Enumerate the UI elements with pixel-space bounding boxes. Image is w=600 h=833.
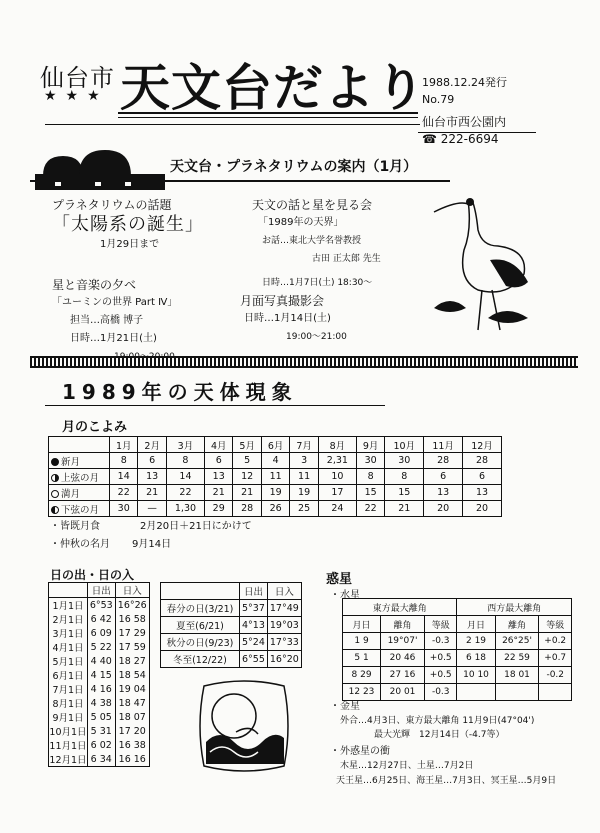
table-row [343,633,572,650]
cell: 14 [110,469,138,485]
cell: 18 01 [495,667,539,684]
outer-planets-label: ・外惑星の衝 [330,746,390,757]
table-header-row [49,583,150,598]
outer-line: 木星…12月27日、土星…7月2日 [340,761,474,771]
newsletter-title: 天文台だより [120,59,426,117]
event-date: 1月29日まで [100,239,160,250]
cell: 6 [424,469,463,485]
phenomena-title: 1989年の天体現象 [62,380,298,404]
cell: 17 [318,485,356,501]
cell: 17°49 [267,600,301,617]
cell: 28 [424,453,463,469]
cell: 13 [463,485,502,501]
cell: -0.3 [424,684,457,701]
row-label [49,501,110,517]
cell: 21 [385,501,424,517]
cell: 7月1日 [49,682,88,696]
moon-calendar-title: 月のこよみ [62,420,128,435]
moon-calendar-table [48,436,502,517]
cell: 18 27 [115,654,149,668]
cell: 19°07' [381,633,425,650]
cell: +0.5 [424,650,457,667]
note-eclipse: ・皆既月食 2月20日＋21日にかけて [50,521,252,532]
cell: 22 [356,501,384,517]
cell: 1 9 [343,633,381,650]
event-subtitle: 「ユーミンの世界 Part Ⅳ」 [52,297,178,308]
cell: 19°03 [267,617,301,634]
cell: 20 [424,501,463,517]
cell: 1,30 [166,501,204,517]
table-row [49,668,150,682]
month-header: 7月 [290,437,318,453]
table-row [49,598,150,613]
cell: 8 [166,453,204,469]
cell: 6 42 [88,612,116,626]
cell: 19 [290,485,318,501]
table-row [49,710,150,724]
month-header: 3月 [166,437,204,453]
cell: 18 47 [115,696,149,710]
cell: 13 [424,485,463,501]
cell: 5°37 [240,600,268,617]
cell [457,684,495,701]
event-heading: 星と音楽の夕べ [52,278,137,292]
cell: 11月1日 [49,738,88,752]
table-row [343,650,572,667]
full-moon-icon [51,490,59,498]
cell: 6 [138,453,166,469]
event-date: 日時…1月21日(土) [70,333,157,344]
header-separator [45,124,420,125]
cell: 8 [356,469,384,485]
table-header-row [343,616,572,633]
cell: 17 59 [115,640,149,654]
col-header: 離角 [381,616,425,633]
new-moon-icon [51,458,59,466]
cell: 5月1日 [49,654,88,668]
cell: 6月1日 [49,668,88,682]
issue-number: No.79 [422,93,455,106]
corner-cell [161,583,240,600]
cell: 30 [110,501,138,517]
guide-rule [30,180,450,182]
cell: 6 [205,453,233,469]
cell: 26 [261,501,289,517]
cell: 20 46 [381,650,425,667]
month-header: 8月 [318,437,356,453]
month-header: 4月 [205,437,233,453]
row-label [49,485,110,501]
cell: 15 [356,485,384,501]
table-row [49,612,150,626]
cell: 28 [233,501,261,517]
cell: 秋分の日(9/23) [161,634,240,651]
cell: 29 [205,501,233,517]
table-header-row [49,437,502,453]
cell: 20 01 [381,684,425,701]
address: 仙台市西公園内 [422,115,507,129]
first-quarter-icon [51,474,59,482]
cell: 22 [110,485,138,501]
event-host: 担当…高橋 博子 [70,315,144,326]
col-header: 日入 [267,583,301,600]
cell: 18 54 [115,668,149,682]
month-header: 6月 [261,437,289,453]
cell: 16 16 [115,752,149,767]
cell: +0.7 [539,650,572,667]
col-header: 離角 [495,616,539,633]
cell: 春分の日(3/21) [161,600,240,617]
cell: -0.3 [424,633,457,650]
cell: 2 19 [457,633,495,650]
cell: 9月1日 [49,710,88,724]
cell: 3月1日 [49,626,88,640]
contact-info [422,114,506,148]
note-harvest-moon: ・仲秋の名月 9月14日 [50,539,172,550]
outer-planets-info [330,744,556,789]
cell: 冬至(12/22) [161,651,240,668]
corner-cell [49,437,110,453]
table-row [49,626,150,640]
col-header: 日出 [88,583,116,598]
event-subtitle: 「1989年の天界」 [258,217,344,228]
sunrise-table [48,582,150,767]
month-header: 1月 [110,437,138,453]
table-row [49,485,502,501]
cell: 16 58 [115,612,149,626]
cell: 30 [385,453,424,469]
event-moon-photo [240,292,347,346]
cell: 13 [138,469,166,485]
col-header: 月日 [343,616,381,633]
cell: 24 [318,501,356,517]
event-heading: 月面写真撮影会 [240,294,325,308]
table-row [343,684,572,701]
row-label-text: 上弦の月 [61,472,100,484]
cell: 16 38 [115,738,149,752]
month-header: 2月 [138,437,166,453]
table-header-row [161,583,302,600]
sunrise-title: 日の出・日の入 [50,568,135,582]
month-header: 11月 [424,437,463,453]
row-label-text: 下弦の月 [61,504,100,516]
cell: +0.5 [424,667,457,684]
cell: 4 38 [88,696,116,710]
cell: 8 [385,469,424,485]
col-header: 日出 [240,583,268,600]
cell: 4月1日 [49,640,88,654]
cell: 6 34 [88,752,116,767]
event-time: 19:00〜21:00 [286,332,347,342]
event-heading: 天文の話と星を見る会 [252,198,373,212]
mercury-label: ・水星 [330,590,360,601]
crane-icon [428,190,538,340]
event-planetarium [52,196,204,254]
cell: 17°33 [267,634,301,651]
cell: 19 04 [115,682,149,696]
cell: 28 [463,453,502,469]
telephone: ☎ 222-6694 [422,132,499,146]
cell: 17 20 [115,724,149,738]
cell: 6 09 [88,626,116,640]
cell: — [138,501,166,517]
cell: 5 [233,453,261,469]
table-row [49,752,150,767]
address-underline [418,132,536,133]
cell: 22 [166,485,204,501]
solar-terms-table [160,582,302,668]
cell: 19 [261,485,289,501]
table-row [49,724,150,738]
event-heading: プラネタリウムの話題 [52,198,172,212]
cell: 18 07 [115,710,149,724]
month-header: 5月 [233,437,261,453]
table-header-row [343,599,572,616]
moon-wave-icon [196,676,292,776]
col-header: 等級 [424,616,457,633]
section-divider-band [30,356,578,368]
corner-cell [49,583,88,598]
cell: 26°25' [495,633,539,650]
cell: 17 29 [115,626,149,640]
cell: 20 [463,501,502,517]
cell: 22 59 [495,650,539,667]
west-elongation-header: 西方最大離角 [457,599,572,616]
cell: 6°55 [240,651,268,668]
cell: 2月1日 [49,612,88,626]
venus-info [330,700,534,742]
table-row [49,501,502,517]
cell: 13 [205,469,233,485]
cell: 4 40 [88,654,116,668]
row-label-text: 新月 [61,456,81,468]
cell [495,684,539,701]
table-row [161,617,302,634]
cell: +0.2 [539,633,572,650]
row-label [49,469,110,485]
cell: 4 15 [88,668,116,682]
cell: 12月1日 [49,752,88,767]
cell: 5 31 [88,724,116,738]
outer-line: 天王星…6月25日、海王星…7月3日、冥王星…5月9日 [336,776,557,786]
table-row [161,600,302,617]
event-music [52,276,177,366]
observatory-dome-icon [35,150,165,190]
cell: 27 16 [381,667,425,684]
cell: 4°13 [240,617,268,634]
cell: 25 [290,501,318,517]
event-lecturer: 古田 正太郎 先生 [312,254,381,264]
cell: 11 [261,469,289,485]
star-icons: ★★★ [44,88,109,104]
event-subtitle: 「太陽系の誕生」 [52,214,204,235]
city-name: 仙台市 [40,64,115,92]
table-row [161,634,302,651]
event-date: 日時…1月14日(土) [244,313,331,324]
table-row [343,667,572,684]
title-underline [118,112,418,114]
cell: 8 29 [343,667,381,684]
cell: 21 [233,485,261,501]
row-label [49,453,110,469]
planets-title: 惑星 [326,572,353,587]
guide-title: 天文台・プラネタリウムの案内（1月） [170,159,418,175]
cell: 6 18 [457,650,495,667]
venus-line: 最大光輝 12月14日（-4.7等） [374,730,505,740]
table-row [49,738,150,752]
table-row [49,640,150,654]
cell: 21 [205,485,233,501]
cell: 1月1日 [49,598,88,613]
mercury-table [342,598,572,701]
cell [539,684,572,701]
east-elongation-header: 東方最大離角 [343,599,457,616]
cell: 2,31 [318,453,356,469]
table-row [49,469,502,485]
table-row [161,651,302,668]
event-lecturer-role: お話…東北大学名誉教授 [262,236,362,246]
table-row [49,682,150,696]
issue-date: 1988.12.24発行 [422,76,507,89]
cell: 3 [290,453,318,469]
cell: 11 [290,469,318,485]
cell: 12 [233,469,261,485]
month-header: 10月 [385,437,424,453]
col-header: 等級 [539,616,572,633]
cell: -0.2 [539,667,572,684]
cell: 5 1 [343,650,381,667]
table-row [49,696,150,710]
table-row [49,453,502,469]
cell: 21 [138,485,166,501]
cell: 6°53 [88,598,116,613]
month-header: 9月 [356,437,384,453]
month-header: 12月 [463,437,502,453]
phenomena-notes [50,518,252,554]
venus-line: 外合…4月3日、東方最大離角 11月9日(47°04') [340,716,535,726]
row-label-text: 満月 [61,488,81,500]
cell: 16°20 [267,651,301,668]
event-date: 日時…1月7日(土) 18:30〜 [262,278,373,288]
cell: 10月1日 [49,724,88,738]
venus-label: ・金星 [330,701,360,712]
title-underline-thin [118,117,418,118]
last-quarter-icon [51,506,59,514]
cell: 5 22 [88,640,116,654]
cell: 5°24 [240,634,268,651]
cell: 15 [385,485,424,501]
phenomena-title-rule [45,405,385,406]
cell: 8月1日 [49,696,88,710]
cell: 6 [463,469,502,485]
col-header: 日入 [115,583,149,598]
cell: 4 [261,453,289,469]
table-row [49,654,150,668]
cell: 4 16 [88,682,116,696]
cell: 16°26 [115,598,149,613]
cell: 14 [166,469,204,485]
event-stargazing [252,196,381,292]
cell: 夏至(6/21) [161,617,240,634]
issue-meta [422,74,507,108]
cell: 5 05 [88,710,116,724]
cell: 8 [110,453,138,469]
cell: 10 [318,469,356,485]
cell: 6 02 [88,738,116,752]
cell: 12 23 [343,684,381,701]
col-header: 月日 [457,616,495,633]
cell: 30 [356,453,384,469]
cell: 10 10 [457,667,495,684]
